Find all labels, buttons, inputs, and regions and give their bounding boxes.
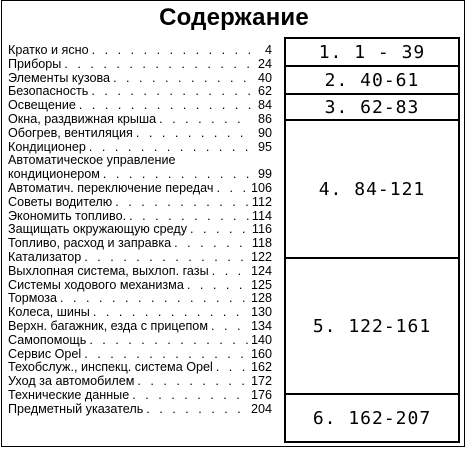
toc-row[interactable] [8,99,272,113]
range-cell: 4. 84-121 [286,121,458,259]
toc-row[interactable] [8,210,272,224]
leader-dots [92,44,251,58]
toc-label: Технические данные [8,387,130,402]
toc-page: 62 [257,84,272,99]
toc-label: Советы водителю [8,194,113,209]
leader-dots [146,403,248,417]
toc-label: Кондиционер [8,139,86,154]
leader-dots [93,306,248,320]
toc-row[interactable] [8,265,272,279]
toc-page: 90 [257,125,272,140]
toc-label: кондиционером [8,167,100,182]
toc-page: 160 [250,346,272,361]
toc-page: 4 [264,43,272,57]
toc-label: Топливо, расход и заправка [8,236,172,251]
range-cell: 2. 40-61 [286,67,458,95]
toc-row[interactable] [8,375,272,389]
toc-page: 122 [250,249,272,264]
toc-page: 84 [257,98,272,113]
leader-dots [64,58,251,72]
leader-dots [89,141,251,155]
leader-dots [132,389,248,403]
toc-label: Защищать окружающую среду [8,222,188,237]
leader-dots [84,251,248,265]
toc-row[interactable] [8,306,272,320]
toc-row[interactable] [8,85,272,99]
leader-dots [174,237,249,251]
leader-dots [136,127,251,141]
toc-row[interactable] [8,403,272,417]
toc-label: Автоматич. переключение передач [8,180,214,195]
toc-row[interactable] [8,196,272,210]
toc-page: 172 [250,374,272,389]
leader-dots [129,210,249,224]
toc-page: 128 [250,291,272,306]
toc-row[interactable] [8,334,272,348]
leader-dots [103,168,251,182]
toc-row[interactable] [8,279,272,293]
leader-dots [113,72,251,86]
toc-row[interactable] [8,223,272,237]
toc-page: 86 [257,111,272,126]
toc-row[interactable] [8,141,272,155]
toc-label: Предметный указатель [8,401,144,416]
toc-page: 114 [251,208,272,223]
toc-row[interactable] [8,44,272,58]
toc-row[interactable] [8,348,272,362]
toc-page: 162 [250,360,272,375]
toc-row[interactable] [8,292,272,306]
toc-row[interactable] [8,113,272,127]
toc-label: Катализатор [8,249,82,264]
toc-row[interactable] [8,389,272,403]
leader-dots [216,182,248,196]
toc-row[interactable] [8,168,272,182]
range-cell: 3. 62-83 [286,95,458,121]
toc-label: Колеса, шины [8,305,90,320]
toc-page: 204 [250,401,272,416]
toc-row[interactable] [8,251,272,265]
toc-label: Верхн. багажник, езда с прицепом [8,318,208,333]
table-of-contents [8,44,272,417]
toc-page: 118 [251,236,272,251]
range-cell: 6. 162-207 [312,407,432,429]
toc-label: Автоматическое управление [8,153,176,168]
toc-row[interactable] [8,154,272,168]
leader-dots [187,279,248,293]
toc-row[interactable] [8,182,272,196]
leader-dots [190,223,249,237]
leader-dots [89,334,248,348]
toc-page: 24 [257,56,272,71]
leader-dots [137,375,248,389]
toc-label: Самопомощь [8,332,87,347]
toc-row[interactable] [8,361,272,375]
leader-dots [91,85,251,99]
toc-page: 99 [257,167,272,182]
range-cell: 1. 1 - 39 [286,39,458,67]
toc-label: Экономить топливо. [8,208,127,223]
toc-page: 125 [250,277,272,292]
toc-page: 134 [250,318,272,333]
toc-label: Безопасность [8,84,89,99]
toc-label: Освещение [8,98,76,113]
toc-label: Тормоза [8,291,58,306]
toc-label: Окна, раздвижная крыша [8,111,157,126]
page-title: Содержание [159,4,309,31]
toc-label: Уход за автомобилем [8,374,135,389]
toc-label: Элементы кузова [8,70,111,85]
toc-label: Кратко и ясно [8,43,89,57]
toc-row[interactable] [8,72,272,86]
leader-dots [216,361,248,375]
toc-row[interactable] [8,58,272,72]
leader-dots [212,265,248,279]
toc-page: 95 [257,139,272,154]
toc-page: 40 [257,70,272,85]
section-range-table [284,37,460,443]
range-cell: 5. 122-161 [286,259,458,395]
toc-page: 130 [250,305,272,320]
leader-dots [115,196,249,210]
toc-label: Обогрев, вентиляция [8,125,133,140]
toc-label: Системы ходового механизма [8,277,184,292]
leader-dots [84,348,248,362]
toc-row[interactable] [8,320,272,334]
toc-page: 112 [251,194,272,209]
leader-dots [60,292,248,306]
toc-page: 140 [250,332,272,347]
toc-row[interactable] [8,127,272,141]
leader-dots [79,99,251,113]
toc-page: 176 [250,387,272,402]
toc-row[interactable] [8,237,272,251]
toc-label: Приборы [8,56,62,71]
toc-label: Сервис Opel [8,346,82,361]
toc-page: 124 [250,263,272,278]
leader-dots [211,320,248,334]
leader-dots [159,113,251,127]
toc-label: Выхлопная система, выхлоп. газы [8,263,209,278]
toc-page: 106 [250,180,272,195]
toc-label: Техобслуж., инспекц. система Opel [8,360,213,375]
toc-page: 116 [251,222,272,237]
